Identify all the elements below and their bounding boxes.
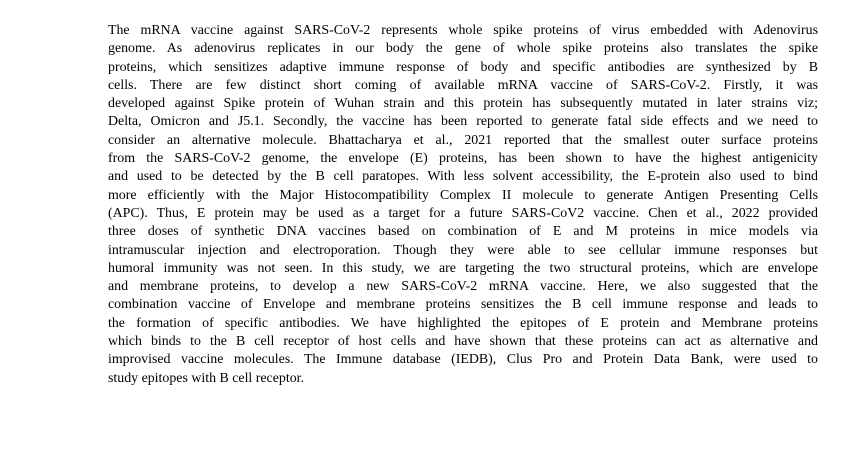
text-line: humoral immunity was not seen. In this study, we are targeting the two structural proteins, which are envelope <box>108 260 818 276</box>
text-line: the formation of specific antibodies. We have highlighted the epitopes of E protein and Membrane proteins <box>108 315 818 331</box>
text-line: cells. There are few distinct short coming of available mRNA vaccine of SARS-CoV-2. Firstly, it was <box>108 77 818 93</box>
text-line: from the SARS-CoV-2 genome, the envelope (E) proteins, has been shown to have the highest antigenicity <box>108 151 818 167</box>
text-line: which binds to the B cell receptor of host cells and have shown that these proteins can act as alternative and <box>108 334 818 350</box>
text-line-last: study epitopes with B cell receptor. <box>108 370 304 386</box>
text-line: improvised vaccine molecules. The Immune database (IEDB), Clus Pro and Protein Data Bank, were used to <box>108 352 818 368</box>
text-line: proteins, which sensitizes adaptive immune response of body and specific antibodies are synthesized by B <box>108 59 818 75</box>
text-line: Delta, Omicron and J5.1. Secondly, the vaccine has been reported to generate fatal side effects and we need to <box>108 114 818 130</box>
text-line: genome. As adenovirus replicates in our body the gene of whole spike proteins also translates the spike <box>108 41 818 57</box>
text-line: more efficiently with the Major Histocompatibility Complex II molecule to generate Antigen Presenting Cells <box>108 187 818 203</box>
text-line: The mRNA vaccine against SARS-CoV-2 represents whole spike proteins of virus embedded with Adenovirus <box>108 23 818 38</box>
text-line: (APC). Thus, E protein may be used as a target for a future SARS-CoV2 vaccine. Chen et al., 2022 provided <box>108 205 818 221</box>
text-line: combination vaccine of Envelope and membrane proteins sensitizes the B cell immune response and leads to <box>108 297 818 313</box>
text-line: intramuscular injection and electroporation. Though they were able to see cellular immune responses but <box>108 242 818 258</box>
text-line: and used to be detected by the B cell paratopes. With less solvent accessibility, the E-protein also used to bind <box>108 169 818 185</box>
text-line: three doses of synthetic DNA vaccines based on combination of E and M proteins in mice models via <box>108 224 818 240</box>
text-line: and membrane proteins, to develop a new SARS-CoV-2 mRNA vaccine. Here, we also suggested that the <box>108 279 818 295</box>
text-line: developed against Spike protein of Wuhan strain and this protein has subsequently mutated in later strains viz; <box>108 96 818 112</box>
abstract-paragraph <box>108 22 818 388</box>
text-line: consider an alternative molecule. Bhattacharya et al., 2021 reported that the smallest outer surface proteins <box>108 132 818 148</box>
